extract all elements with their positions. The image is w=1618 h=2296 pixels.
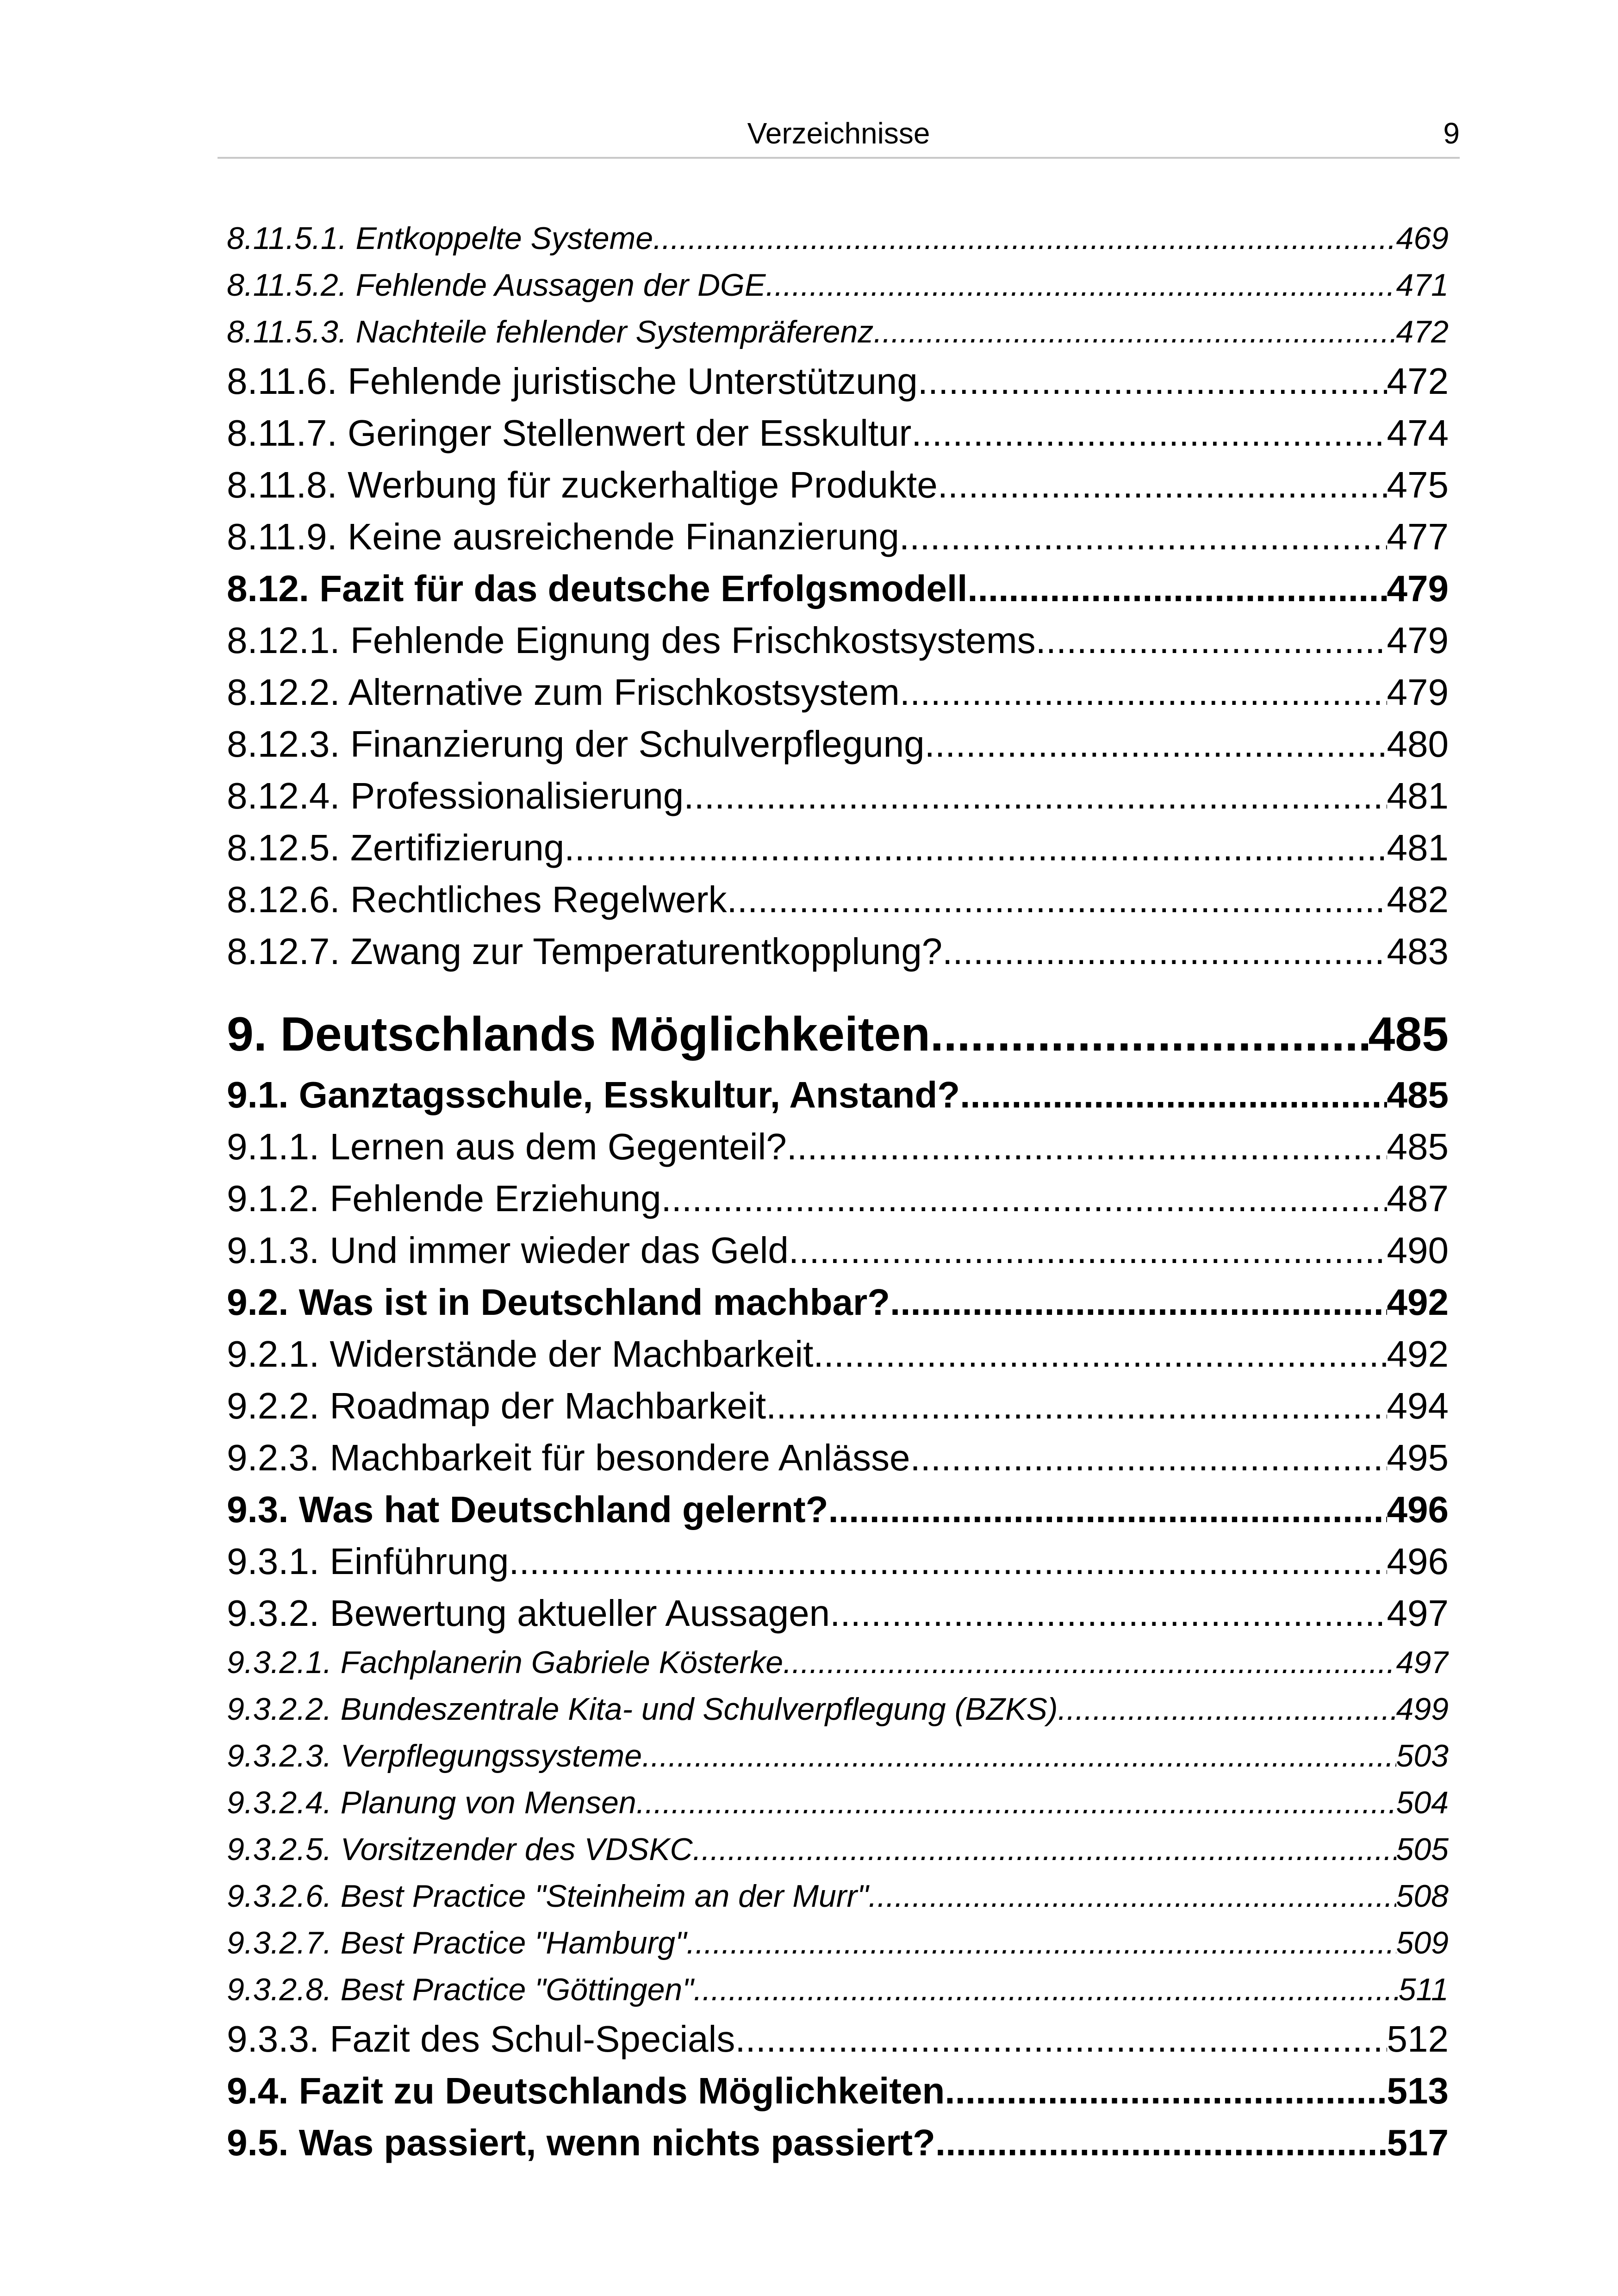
toc-entry-page-number: 472 bbox=[1396, 314, 1449, 349]
toc-entry-sub[interactable] bbox=[227, 1780, 1449, 1826]
toc-entry-page-number: 472 bbox=[1387, 361, 1449, 402]
toc-entry-sub[interactable] bbox=[227, 1639, 1449, 1686]
toc-entry-title: 9.3.2.3. Verpflegungssysteme bbox=[227, 1738, 642, 1773]
dot-leader bbox=[735, 2013, 1387, 2065]
toc-entry-item[interactable] bbox=[227, 770, 1449, 822]
toc-entry-page-number: 505 bbox=[1396, 1832, 1449, 1867]
toc-entry-title: 8.12.1. Fehlende Eignung des Frischkostsystems bbox=[227, 620, 1036, 661]
toc-entry-page-number: 517 bbox=[1387, 2122, 1449, 2163]
toc-entry-page-number: 504 bbox=[1396, 1785, 1449, 1820]
dot-leader bbox=[873, 309, 1396, 355]
toc-entry-title: 9.2.3. Machbarkeit für besondere Anlässe bbox=[227, 1437, 910, 1478]
toc-entry-page-number: 492 bbox=[1387, 1282, 1449, 1323]
toc-entry-title: 9.2. Was ist in Deutschland machbar? bbox=[227, 1282, 890, 1323]
toc-entry-title: 9.3.1. Einführung bbox=[227, 1541, 509, 1582]
toc-entry-title: 9.3.3. Fazit des Schul-Specials bbox=[227, 2018, 735, 2060]
toc-entry-page-number: 511 bbox=[1398, 1972, 1449, 2007]
dot-leader bbox=[830, 1587, 1387, 1639]
dot-leader bbox=[693, 1826, 1396, 1873]
toc-entry-page-number: 499 bbox=[1396, 1692, 1449, 1727]
dot-leader bbox=[945, 2065, 1387, 2117]
toc-entry-page-number: 496 bbox=[1387, 1489, 1449, 1530]
toc-entry-title: 8.11.9. Keine ausreichende Finanzierung bbox=[227, 516, 899, 557]
toc-entry-item[interactable] bbox=[227, 355, 1449, 407]
toc-entry-title: 9.3.2.5. Vorsitzender des VDSKC bbox=[227, 1832, 693, 1867]
toc-entry-item[interactable] bbox=[227, 1225, 1449, 1276]
toc-entry-item[interactable] bbox=[227, 926, 1449, 977]
toc-entry-page-number: 503 bbox=[1396, 1738, 1449, 1773]
toc-entry-title: 9.1. Ganztagsschule, Esskultur, Anstand? bbox=[227, 1074, 960, 1115]
dot-leader bbox=[661, 1173, 1387, 1225]
toc-entry-page-number: 481 bbox=[1387, 827, 1449, 868]
dot-leader bbox=[942, 926, 1387, 977]
toc-entry-page-number: 479 bbox=[1387, 620, 1449, 661]
toc-entry-title: 9.3.2.6. Best Practice "Steinheim an der Murr" bbox=[227, 1879, 869, 1914]
dot-leader bbox=[564, 822, 1387, 874]
toc-entry-page-number: 496 bbox=[1387, 1541, 1449, 1582]
dot-leader bbox=[789, 1225, 1387, 1276]
dot-leader bbox=[653, 215, 1396, 262]
toc-entry-title: 8.11.7. Geringer Stellenwert der Esskultur bbox=[227, 412, 912, 454]
toc-entry-title: 9.1.1. Lernen aus dem Gegenteil? bbox=[227, 1126, 787, 1167]
toc-entry-section[interactable] bbox=[227, 2065, 1449, 2117]
dot-leader bbox=[925, 718, 1387, 770]
toc-entry-item[interactable] bbox=[227, 511, 1449, 563]
toc-entry-page-number: 497 bbox=[1387, 1593, 1449, 1634]
toc-entry-item[interactable] bbox=[227, 718, 1449, 770]
toc-entry-title: 8.11.5.1. Entkoppelte Systeme bbox=[227, 221, 653, 256]
toc-entry-sub[interactable] bbox=[227, 1966, 1449, 2013]
toc-entry-page-number: 487 bbox=[1387, 1178, 1449, 1219]
toc-entry-sub[interactable] bbox=[227, 1873, 1449, 1920]
toc-entry-page-number: 475 bbox=[1387, 464, 1449, 505]
toc-entry-section[interactable] bbox=[227, 2117, 1449, 2169]
toc-entry-title: 9.3.2.2. Bundeszentrale Kita- und Schulverpflegung (BZKS) bbox=[227, 1692, 1058, 1727]
toc-entry-title: 8.11.5.2. Fehlende Aussagen der DGE bbox=[227, 268, 766, 303]
toc-entry-sub[interactable] bbox=[227, 1733, 1449, 1780]
toc-entry-item[interactable] bbox=[227, 1328, 1449, 1380]
toc-entry-title: 8.12.7. Zwang zur Temperaturentkopplung? bbox=[227, 931, 943, 972]
toc-entry-item[interactable] bbox=[227, 822, 1449, 874]
toc-entry-page-number: 492 bbox=[1387, 1333, 1449, 1375]
toc-entry-page-number: 480 bbox=[1387, 723, 1449, 765]
toc-entry-page-number: 509 bbox=[1396, 1925, 1449, 1960]
toc-entry-title: 9.3. Was hat Deutschland gelernt? bbox=[227, 1489, 828, 1530]
toc-entry-item[interactable] bbox=[227, 1380, 1449, 1432]
toc-entry-page-number: 471 bbox=[1396, 268, 1449, 303]
toc-entry-page-number: 485 bbox=[1387, 1126, 1449, 1167]
toc-entry-item[interactable] bbox=[227, 666, 1449, 718]
toc-entry-item[interactable] bbox=[227, 874, 1449, 926]
toc-entry-title: 8.11.5.3. Nachteile fehlender Systempräferenz bbox=[227, 314, 874, 349]
dot-leader bbox=[967, 563, 1387, 615]
dot-leader bbox=[828, 1484, 1387, 1536]
toc-entry-sub[interactable] bbox=[227, 262, 1449, 309]
dot-leader bbox=[911, 407, 1387, 459]
dot-leader bbox=[765, 262, 1396, 309]
toc-entry-page-number: 483 bbox=[1387, 931, 1449, 972]
dot-leader bbox=[509, 1536, 1387, 1587]
dot-leader bbox=[930, 1000, 1369, 1069]
toc-entry-sub[interactable] bbox=[227, 1920, 1449, 1966]
toc-entry-title: 9.3.2.1. Fachplanerin Gabriele Kösterke bbox=[227, 1645, 784, 1680]
toc-entry-title: 8.12.2. Alternative zum Frischkostsystem bbox=[227, 672, 900, 713]
dot-leader bbox=[918, 355, 1387, 407]
toc-entry-item[interactable] bbox=[227, 1536, 1449, 1587]
toc-entry-title: 9. Deutschlands Möglichkeiten bbox=[227, 1008, 930, 1061]
dot-leader bbox=[693, 1966, 1398, 2013]
toc-entry-item[interactable] bbox=[227, 1432, 1449, 1484]
dot-leader bbox=[783, 1639, 1396, 1686]
toc-entry-title: 9.4. Fazit zu Deutschlands Möglichkeiten bbox=[227, 2070, 945, 2111]
toc-entry-sub[interactable] bbox=[227, 215, 1449, 262]
toc-entry-page-number: 508 bbox=[1396, 1879, 1449, 1914]
toc-entry-title: 8.12.6. Rechtliches Regelwerk bbox=[227, 879, 727, 920]
toc-entry-section[interactable] bbox=[227, 1069, 1449, 1121]
toc-entry-item[interactable] bbox=[227, 1587, 1449, 1639]
toc-entry-page-number: 469 bbox=[1396, 221, 1449, 256]
toc-entry-item[interactable] bbox=[227, 459, 1449, 511]
toc-entry-title: 8.12. Fazit für das deutsche Erfolgsmodell bbox=[227, 568, 968, 609]
toc-entry-sub[interactable] bbox=[227, 309, 1449, 355]
dot-leader bbox=[960, 1069, 1387, 1121]
toc-entry-page-number: 485 bbox=[1387, 1074, 1449, 1115]
toc-entry-title: 9.2.1. Widerstände der Machbarkeit bbox=[227, 1333, 814, 1375]
toc-entry-title: 9.3.2. Bewertung aktueller Aussagen bbox=[227, 1593, 830, 1634]
dot-leader bbox=[766, 1380, 1387, 1432]
dot-leader bbox=[1036, 615, 1387, 666]
dot-leader bbox=[686, 1920, 1396, 1966]
toc-entry-section[interactable] bbox=[227, 1276, 1449, 1328]
toc-entry-title: 8.11.6. Fehlende juristische Unterstützung bbox=[227, 361, 918, 402]
toc-entry-title: 9.3.2.8. Best Practice "Göttingen" bbox=[227, 1972, 694, 2007]
page-header bbox=[218, 115, 1460, 159]
table-of-contents bbox=[227, 215, 1449, 2169]
toc-entry-section[interactable] bbox=[227, 1484, 1449, 1536]
dot-leader bbox=[868, 1873, 1396, 1920]
toc-entry-title: 9.3.2.7. Best Practice "Hamburg" bbox=[227, 1925, 687, 1960]
toc-entry-title: 8.12.4. Professionalisierung bbox=[227, 775, 684, 816]
toc-entry-title: 9.3.2.4. Planung von Mensen bbox=[227, 1785, 636, 1820]
toc-entry-item[interactable] bbox=[227, 615, 1449, 666]
toc-entry-item[interactable] bbox=[227, 1173, 1449, 1225]
dot-leader bbox=[727, 874, 1387, 926]
toc-entry-page-number: 474 bbox=[1387, 412, 1449, 454]
dot-leader bbox=[1058, 1686, 1396, 1733]
dot-leader bbox=[684, 770, 1387, 822]
toc-entry-page-number: 497 bbox=[1396, 1645, 1449, 1680]
dot-leader bbox=[787, 1121, 1387, 1173]
toc-entry-page-number: 512 bbox=[1387, 2018, 1449, 2060]
toc-entry-page-number: 482 bbox=[1387, 879, 1449, 920]
toc-entry-item[interactable] bbox=[227, 1121, 1449, 1173]
page-number: 9 bbox=[1443, 117, 1460, 150]
toc-entry-item[interactable] bbox=[227, 2013, 1449, 2065]
running-title: Verzeichnisse bbox=[747, 117, 930, 150]
toc-entry-page-number: 495 bbox=[1387, 1437, 1449, 1478]
dot-leader bbox=[813, 1328, 1387, 1380]
dot-leader bbox=[910, 1432, 1387, 1484]
dot-leader bbox=[935, 2117, 1387, 2169]
dot-leader bbox=[900, 666, 1387, 718]
dot-leader bbox=[642, 1733, 1396, 1780]
dot-leader bbox=[890, 1276, 1387, 1328]
toc-entry-title: 9.1.2. Fehlende Erziehung bbox=[227, 1178, 661, 1219]
dot-leader bbox=[938, 459, 1387, 511]
dot-leader bbox=[899, 511, 1387, 563]
toc-entry-sub[interactable] bbox=[227, 1686, 1449, 1733]
toc-entry-sub[interactable] bbox=[227, 1826, 1449, 1873]
toc-entry-page-number: 494 bbox=[1387, 1385, 1449, 1426]
toc-entry-section[interactable] bbox=[227, 563, 1449, 615]
toc-entry-page-number: 477 bbox=[1387, 516, 1449, 557]
toc-entry-page-number: 490 bbox=[1387, 1230, 1449, 1271]
toc-entry-page-number: 485 bbox=[1368, 1008, 1449, 1061]
toc-entry-title: 9.5. Was passiert, wenn nichts passiert? bbox=[227, 2122, 935, 2163]
toc-entry-title: 8.12.3. Finanzierung der Schulverpflegung bbox=[227, 723, 925, 765]
toc-entry-page-number: 479 bbox=[1387, 568, 1449, 609]
toc-entry-page-number: 481 bbox=[1387, 775, 1449, 816]
dot-leader bbox=[636, 1780, 1396, 1826]
toc-entry-title: 8.11.8. Werbung für zuckerhaltige Produkte bbox=[227, 464, 938, 505]
toc-entry-page-number: 513 bbox=[1387, 2070, 1449, 2111]
toc-entry-title: 8.12.5. Zertifizierung bbox=[227, 827, 565, 868]
toc-entry-title: 9.2.2. Roadmap der Machbarkeit bbox=[227, 1385, 766, 1426]
toc-entry-item[interactable] bbox=[227, 407, 1449, 459]
toc-entry-page-number: 479 bbox=[1387, 672, 1449, 713]
toc-entry-title: 9.1.3. Und immer wieder das Geld bbox=[227, 1230, 789, 1271]
toc-entry-chapter[interactable] bbox=[227, 1000, 1449, 1069]
